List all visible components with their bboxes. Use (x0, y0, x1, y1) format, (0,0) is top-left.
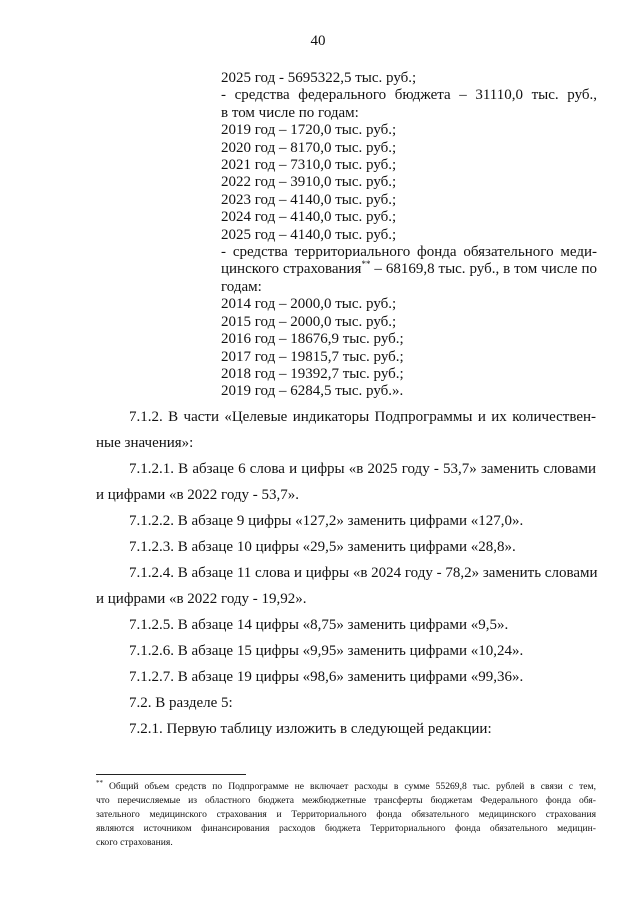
paragraph-7-1-2-2-text: 7.1.2.2. В абзаце 9 цифры «127,2» заменить цифрами «127,0». (129, 513, 524, 529)
tfoms-line-2-before: цинского страхования (221, 261, 362, 278)
federal-year-2019: 2019 год – 1720,0 тыс. руб.; (221, 122, 397, 139)
funding-block (221, 70, 597, 401)
footnote-line-1 (96, 780, 596, 794)
federal-budget-by-years-label: в том числе по годам: (221, 104, 359, 121)
footnote-line-2: что перечисляемые из областного бюджета межбюджетные трансферты бюджетам Федерального фонда обя- (96, 795, 596, 807)
paragraph-7-1-2-3 (96, 534, 596, 560)
paragraph-7-1-2-1-line-1: 7.1.2.1. В абзаце 6 слова и цифры «в 2025 году - 53,7» заменить словами (129, 461, 596, 477)
tfoms-year-2014: 2014 год – 2000,0 тыс. руб.; (221, 296, 397, 313)
paragraph-7-1-2-4 (96, 560, 596, 612)
federal-budget-line: - средства федерального бюджета – 31110,0 тыс. руб., (221, 87, 597, 104)
federal-year-2024: 2024 год – 4140,0 тыс. руб.; (221, 209, 397, 226)
paragraph-7-1-2-7-text: 7.1.2.7. В абзаце 19 цифры «98,6» заменить цифрами «99,36». (129, 669, 524, 685)
paragraph-7-1-2-line-2: ные значения»: (96, 435, 194, 451)
paragraph-7-1-2-3-text: 7.1.2.3. В абзаце 10 цифры «29,5» заменить цифрами «28,8». (129, 539, 516, 555)
paragraph-7-1-2-6-text: 7.1.2.6. В абзаце 15 цифры «9,95» заменить цифрами «10,24». (129, 643, 524, 659)
federal-year-2023: 2023 год – 4140,0 тыс. руб.; (221, 191, 397, 208)
tfoms-year-2019: 2019 год – 6284,5 тыс. руб.». (221, 383, 404, 400)
tfoms-year-2018: 2018 год – 19392,7 тыс. руб.; (221, 365, 404, 382)
tfoms-line-2 (221, 261, 597, 278)
paragraph-7-1-2-line-1: 7.1.2. В части «Целевые индикаторы Подпрограммы и их количествен- (129, 409, 596, 425)
tfoms-year-2017: 2017 год – 19815,7 тыс. руб.; (221, 348, 404, 365)
federal-year-2021: 2021 год – 7310,0 тыс. руб.; (221, 157, 397, 174)
footnote-separator (96, 774, 246, 775)
federal-year-2020: 2020 год – 8170,0 тыс. руб.; (221, 139, 397, 156)
paragraph-7-1-2-4-line-2: и цифрами «в 2022 году - 19,92». (96, 591, 307, 607)
paragraph-7-2-text: 7.2. В разделе 5: (129, 695, 233, 711)
page-number: 40 (310, 33, 326, 49)
paragraph-7-1-2-6 (96, 638, 596, 664)
footnote-line-1-text: Общий объем средств по Подпрограмме не включает расходы в сумме 55269,8 тыс. рублей в связи с тем, (103, 781, 596, 792)
paragraph-7-1-2 (96, 404, 596, 456)
paragraph-7-1-2-5 (96, 612, 596, 638)
footnote-reference-marker: ** (361, 259, 371, 270)
paragraph-7-1-2-1-line-2: и цифрами «в 2022 году - 53,7». (96, 487, 300, 503)
tfoms-line-1: - средства территориального фонда обязательного меди- (221, 244, 597, 261)
footnote-marker: ** (96, 779, 103, 787)
footnote-line-4: являются источником финансирования расходов бюджета Территориального фонда обязательного медицин- (96, 823, 596, 835)
tfoms-by-years-label: годам: (221, 278, 262, 295)
tfoms-year-2016: 2016 год – 18676,9 тыс. руб.; (221, 331, 404, 348)
federal-year-2025: 2025 год – 4140,0 тыс. руб.; (221, 226, 397, 243)
paragraph-7-1-2-4-line-1: 7.1.2.4. В абзаце 11 слова и цифры «в 2024 году - 78,2» заменить словами (129, 565, 598, 581)
paragraph-7-2-1 (96, 716, 596, 742)
paragraph-7-1-2-1 (96, 456, 596, 508)
federal-year-2022: 2022 год – 3910,0 тыс. руб.; (221, 174, 397, 191)
paragraph-7-1-2-2 (96, 508, 596, 534)
paragraph-7-2-1-text: 7.2.1. Первую таблицу изложить в следующей редакции: (129, 721, 492, 737)
paragraph-7-1-2-7 (96, 664, 596, 690)
footnote-line-3: зательного медицинского страхования и Территориального фонда обязательного медицинского страхования (96, 809, 596, 821)
funding-2025-total: 2025 год - 5695322,5 тыс. руб.; (221, 70, 417, 86)
tfoms-line-2-after: – 68169,8 тыс. руб., в том числе по (370, 261, 598, 278)
paragraph-7-2 (96, 690, 596, 716)
tfoms-year-2015: 2015 год – 2000,0 тыс. руб.; (221, 313, 397, 330)
footnote (96, 780, 596, 850)
footnote-line-5: ского страхования. (96, 837, 173, 849)
paragraph-7-1-2-5-text: 7.1.2.5. В абзаце 14 цифры «8,75» заменить цифрами «9,5». (129, 617, 509, 633)
